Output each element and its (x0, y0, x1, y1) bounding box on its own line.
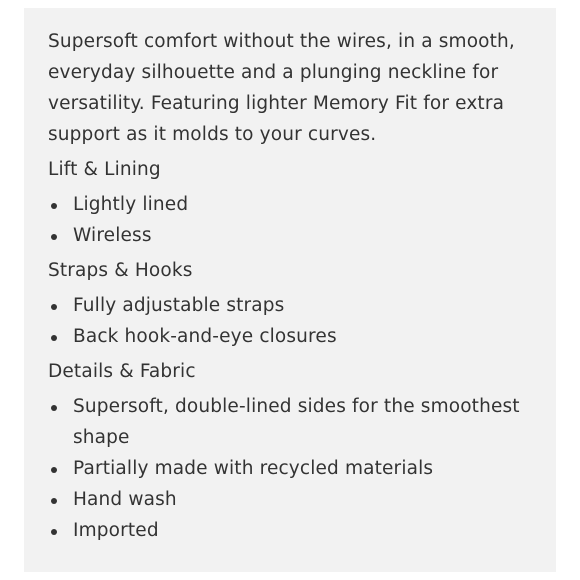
section-title-details-fabric: Details & Fabric (48, 361, 196, 382)
list-item (48, 484, 534, 515)
list-item-text: Fully adjustable straps (73, 295, 285, 316)
bullet-icon (51, 203, 57, 209)
bullet-icon (51, 335, 57, 341)
list-item-text: Wireless (73, 225, 152, 246)
list-item-text: Lightly lined (73, 194, 189, 215)
product-details-panel (24, 8, 556, 572)
list-item (48, 189, 534, 220)
list-item-text: Hand wash (73, 489, 177, 510)
bullet-icon (51, 234, 57, 240)
list-item-text: Supersoft, double-lined sides for the smoothest shape (73, 396, 520, 448)
list-item (48, 290, 534, 321)
bullet-icon (51, 304, 57, 310)
bullet-icon (51, 405, 57, 411)
list-item-text: Partially made with recycled materials (73, 458, 434, 479)
feature-list-lift-lining (48, 189, 534, 251)
bullet-icon (51, 498, 57, 504)
section-details-fabric (48, 353, 534, 546)
section-lift-lining (48, 151, 534, 251)
product-description: Supersoft comfort without the wires, in a smooth, everyday silhouette and a plunging neckline for versatility. Featuring lighter Memory Fit for extra support as it molds to your curves. (48, 31, 515, 145)
bullet-icon (51, 529, 57, 535)
list-item (48, 391, 534, 453)
section-title-lift-lining: Lift & Lining (48, 159, 161, 180)
list-item (48, 515, 534, 546)
feature-list-details-fabric (48, 391, 534, 546)
list-item (48, 453, 534, 484)
list-item-text: Back hook-and-eye closures (73, 326, 337, 347)
section-title-straps-hooks: Straps & Hooks (48, 260, 193, 281)
list-item-text: Imported (73, 520, 159, 541)
bullet-icon (51, 467, 57, 473)
list-item (48, 220, 534, 251)
section-straps-hooks (48, 252, 534, 352)
feature-list-straps-hooks (48, 290, 534, 352)
list-item (48, 321, 534, 352)
